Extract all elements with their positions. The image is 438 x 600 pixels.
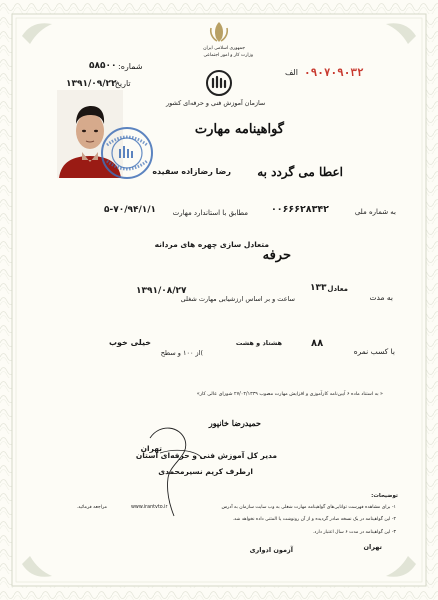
skill-name: متعادل سازی چهره های مردانه bbox=[154, 240, 269, 249]
hours-value: ۱۳۳ bbox=[310, 283, 327, 293]
granted-to-text: اعطا می گردد به bbox=[257, 165, 343, 179]
ministry-text: وزارت کار و امور اجتماعی bbox=[203, 53, 253, 58]
notes-heading: توضیحات: bbox=[371, 493, 398, 499]
holder-name: رضا رضازاده سفیده bbox=[152, 167, 231, 176]
score-number: ۸۸ bbox=[311, 338, 324, 349]
standard-code: ۵-۷۰/۹۴/۱/۱ bbox=[104, 205, 157, 215]
duration-label: به مدت bbox=[369, 293, 393, 302]
note-line-1: ۱- برای مشاهده فهرست توانایی‌های گواهینامه مهارت شغلی به وب سایت سازمان به آدرس bbox=[221, 505, 396, 510]
note-website-link[interactable]: www.irantvto.ir bbox=[131, 505, 168, 510]
tvto-logo-icon bbox=[205, 69, 233, 97]
note-line-1-end: مراجعه فرمائید. bbox=[76, 505, 107, 510]
national-id: ۰۰۶۶۶۲۸۳۴۲ bbox=[271, 204, 329, 215]
iran-emblem-icon bbox=[206, 20, 232, 44]
organization-name: سازمان آموزش فنی و حرفه‌ای کشور bbox=[166, 99, 266, 107]
level-value: خیلی خوب bbox=[109, 338, 151, 347]
footer-city: تهران bbox=[363, 543, 382, 551]
signature-scribble bbox=[140, 418, 210, 518]
signatory-province: تهران bbox=[140, 444, 162, 453]
footer-stamp: آزمون ادواری bbox=[249, 546, 293, 554]
equivalent-label: معادل bbox=[327, 285, 348, 293]
date-value: ۱۳۹۱/۰۹/۲۲ bbox=[66, 79, 117, 89]
second-signatory: ارطرف کریم نسیرمحمدی bbox=[158, 467, 253, 476]
assessment-text: ساعت و بر اساس ارزشیابی مهارت شغلی bbox=[180, 295, 295, 303]
signatory-title: مدیر کل آموزش فنی و حرفه‌ای استان bbox=[135, 451, 277, 460]
profession-label: حرفه bbox=[262, 248, 291, 263]
signatory-name: حمیدرضا خانپور bbox=[208, 418, 261, 428]
note-line-3: ۳- این گواهینامه در مدت ۶ سال اعتبار دارد. bbox=[312, 530, 396, 535]
note-line-2: ۲- این گواهینامه در یک نسخه صادر گردیده و از آن رونوشت یا المثنی داده نخواهد شد. bbox=[232, 517, 396, 522]
date-label: تاریخ: bbox=[112, 79, 131, 88]
number-value: ۵۸۵۰۰ bbox=[89, 61, 117, 71]
legal-note: « به استناد ماده ۶ آیین‌نامه کارآموزی و افزایش مهارت مصوب ۲۷/۰۴/۱۳۳۹ شورای عالی کار» bbox=[196, 392, 383, 397]
serial-label: الف bbox=[285, 68, 298, 77]
certificate-title: گواهینامه مهارت bbox=[194, 122, 284, 137]
official-stamp-icon bbox=[99, 125, 155, 181]
serial-number: ۰۹۰۷۰۹۰۳۲ bbox=[304, 66, 364, 79]
standard-text: مطابق با استاندارد مهارت bbox=[172, 209, 248, 217]
score-words: هشتاد و هشت bbox=[235, 339, 282, 347]
score-label: با کسب نمره bbox=[353, 347, 395, 356]
number-label: شماره: bbox=[118, 62, 143, 71]
score-scale: )از ۱۰۰ و سطح bbox=[160, 349, 203, 357]
republic-text: جمهوری اسلامی ایران bbox=[203, 46, 245, 51]
assessment-date: ۱۳۹۱/۰۸/۲۷ bbox=[136, 286, 187, 296]
national-id-label: به شماره ملی bbox=[354, 208, 396, 216]
